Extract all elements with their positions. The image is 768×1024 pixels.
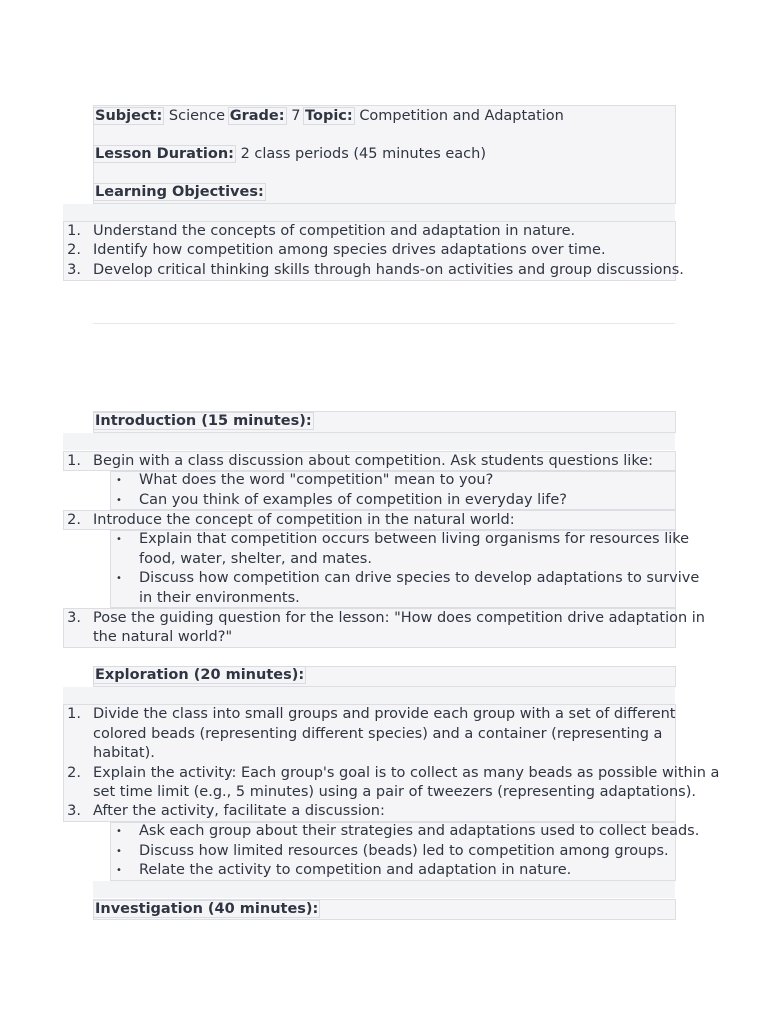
bullet-icon: •	[116, 846, 122, 857]
objective-number: 2.	[67, 242, 81, 258]
exploration-number: 2.	[67, 765, 81, 781]
investigation-heading-line	[95, 900, 320, 919]
intro-item-3-line-1: Pose the guiding question for the lesson: "How does competition drive adaptation in	[93, 610, 705, 626]
intro-number: 3.	[67, 610, 81, 626]
exploration-item-1-line-2: colored beads (representing different species) and a container (representing a	[93, 726, 663, 742]
exploration-item-1-line-1: Divide the class into small groups and provide each group with a set of different	[93, 706, 676, 722]
intro-item-3-line-2: the natural world?"	[93, 629, 233, 645]
intro-item-2-bullet-1-line-2: food, water, shelter, and mates.	[139, 551, 372, 567]
exploration-number: 1.	[67, 706, 81, 722]
exploration-spacer	[63, 687, 675, 704]
intro-item-1-bullet: Can you think of examples of competition in everyday life?	[139, 492, 567, 508]
grade-value: 7	[291, 108, 301, 124]
duration-value: 2 class periods (45 minutes each)	[240, 146, 487, 162]
intro-item-2: Introduce the concept of competition in the natural world:	[93, 512, 515, 528]
intro-item-2-bullet-2-line-2: in their environments.	[139, 590, 300, 606]
investigation-heading: Investigation (40 minutes):	[95, 901, 319, 917]
topic-label: Topic:	[305, 108, 353, 124]
exploration-item-3-bullet: Ask each group about their strategies and adaptations used to collect beads.	[139, 823, 700, 839]
introduction-heading-line	[95, 412, 314, 431]
objective-item: Develop critical thinking skills through hands-on activities and group discussions.	[93, 262, 684, 278]
bullet-icon: •	[116, 495, 122, 506]
exploration-item-2-line-2: set time limit (e.g., 5 minutes) using a pair of tweezers (representing adaptations).	[93, 784, 696, 800]
introduction-spacer	[63, 433, 675, 450]
objective-item: Understand the concepts of competition and adaptation in nature.	[93, 223, 576, 239]
duration-line	[95, 145, 486, 164]
bullet-icon: •	[116, 865, 122, 876]
grade-label: Grade:	[229, 108, 285, 124]
bullet-icon: •	[116, 573, 122, 584]
exploration-heading: Exploration (20 minutes):	[95, 667, 305, 683]
section-divider	[93, 323, 675, 324]
intro-item-2-bullet-1-line-1: Explain that competition occurs between living organisms for resources like	[139, 531, 690, 547]
exploration-item-3-bullet: Relate the activity to competition and adaptation in nature.	[139, 862, 572, 878]
objectives-label: Learning Objectives:	[95, 184, 264, 200]
topic-value: Competition and Adaptation	[359, 108, 564, 124]
exploration-item-3-bullet: Discuss how limited resources (beads) led to competition among groups.	[139, 843, 669, 859]
bullet-icon: •	[116, 826, 122, 837]
exploration-number: 3.	[67, 803, 81, 819]
intro-item-2-bullet-2-line-1: Discuss how competition can drive species to develop adaptations to survive	[139, 570, 700, 586]
objective-item: Identify how competition among species drives adaptations over time.	[93, 242, 606, 258]
objectives-spacer	[63, 204, 675, 221]
intro-item-1: Begin with a class discussion about competition. Ask students questions like:	[93, 453, 653, 469]
duration-label: Lesson Duration:	[95, 146, 234, 162]
exploration-item-1-line-3: habitat).	[93, 745, 155, 761]
exploration-heading-line	[95, 666, 306, 685]
objective-number: 3.	[67, 262, 81, 278]
investigation-spacer	[93, 881, 675, 898]
exploration-item-2-line-1: Explain the activity: Each group's goal is to collect as many beads as possible within a	[93, 765, 720, 781]
objectives-heading-line	[95, 183, 266, 202]
exploration-item-3: After the activity, facilitate a discussion:	[93, 803, 385, 819]
introduction-heading: Introduction (15 minutes):	[95, 413, 312, 429]
subject-label: Subject:	[95, 108, 163, 124]
subject-grade-topic-line	[95, 107, 564, 126]
bullet-icon: •	[116, 475, 122, 486]
intro-item-1-bullet: What does the word "competition" mean to you?	[139, 472, 494, 488]
intro-number: 2.	[67, 512, 81, 528]
objective-number: 1.	[67, 223, 81, 239]
subject-value: Science	[168, 108, 226, 124]
intro-number: 1.	[67, 453, 81, 469]
bullet-icon: •	[116, 534, 122, 545]
